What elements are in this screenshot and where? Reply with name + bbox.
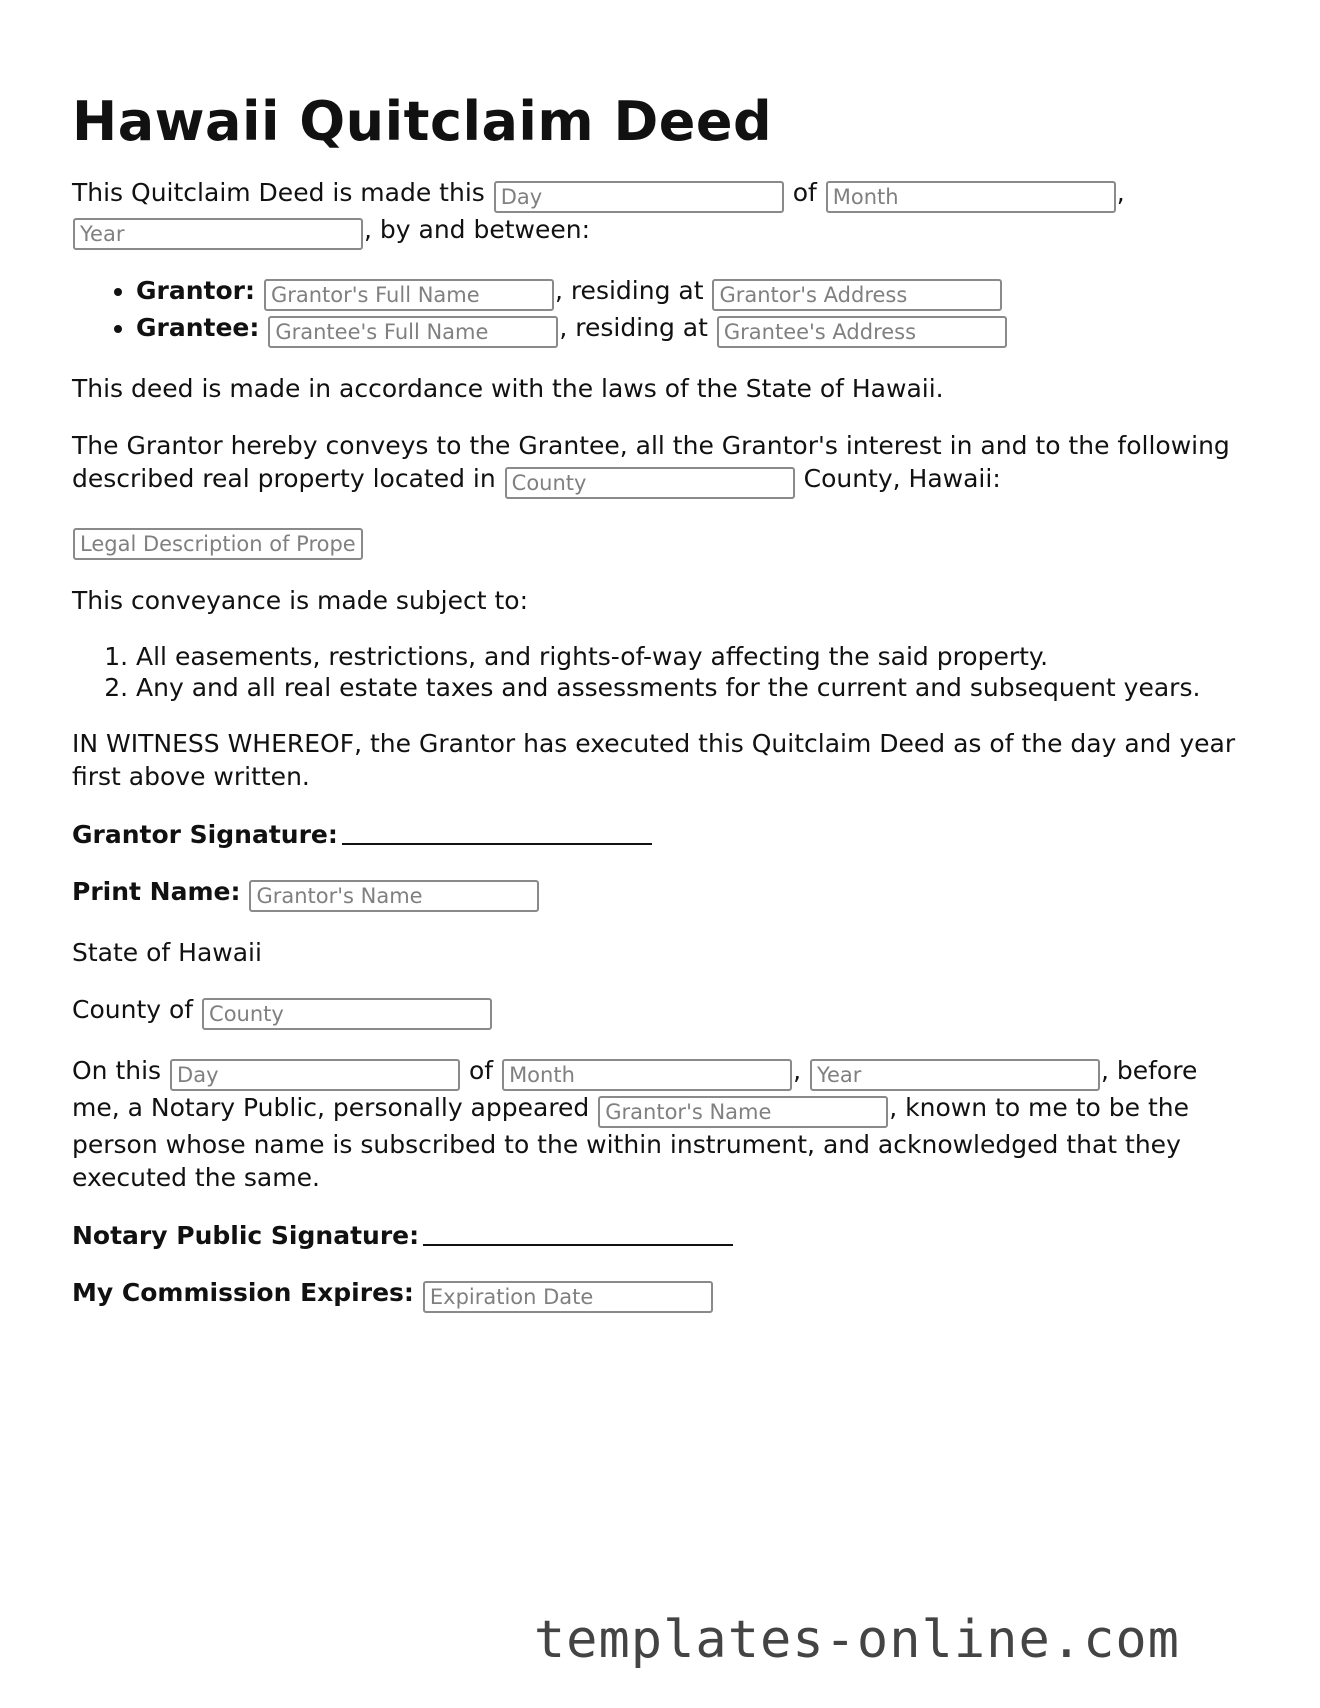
grantor-name-field[interactable]: [264, 279, 554, 311]
conveyance-county-field[interactable]: [505, 467, 795, 499]
county-of-field[interactable]: [202, 998, 492, 1030]
print-name-field[interactable]: [249, 880, 539, 912]
intro-day-field[interactable]: [494, 181, 784, 213]
notary-signature-label: Notary Public Signature:: [72, 1221, 420, 1250]
grantee-name-field[interactable]: [268, 316, 558, 348]
deed-document: [72, 90, 1252, 1337]
notary-day-field[interactable]: [170, 1059, 460, 1091]
laws-paragraph: This deed is made in accordance with the laws of the State of Hawaii.: [72, 374, 944, 403]
subject-paragraph: This conveyance is made subject to:: [72, 586, 528, 615]
notary-before-me: , before me, a Notary Public, personally appeared: [72, 1056, 1198, 1122]
print-name-label: Print Name:: [72, 877, 241, 906]
legal-description-field[interactable]: [73, 528, 363, 560]
intro-month-field[interactable]: [826, 181, 1116, 213]
grantee-item: [136, 311, 1252, 348]
intro-of: of: [792, 178, 817, 207]
grantor-signature-line[interactable]: [342, 817, 652, 845]
conveyance-paragraph: [72, 429, 1252, 499]
grantee-address-field[interactable]: [717, 316, 1007, 348]
grantor-label: Grantor:: [136, 276, 255, 305]
notary-name-field[interactable]: [598, 1096, 888, 1128]
intro-paragraph: [72, 176, 1252, 250]
conditions-list: [72, 641, 1252, 703]
grantee-residing: , residing at: [559, 313, 708, 342]
page-title: Hawaii Quitclaim Deed: [72, 90, 773, 153]
notary-on-this: On this: [72, 1056, 162, 1085]
conveyance-prefix: The Grantor hereby conveys to the Grantee, all the Grantor's interest in and to the following described real property located in: [72, 431, 1230, 493]
commission-row: [72, 1276, 1252, 1313]
print-name-row: [72, 875, 1252, 912]
notary-of: of: [469, 1056, 494, 1085]
grantor-residing: , residing at: [554, 276, 704, 305]
commission-field[interactable]: [423, 1281, 713, 1313]
intro-prefix: This Quitclaim Deed is made this: [72, 178, 485, 207]
witness-paragraph: IN WITNESS WHEREOF, the Grantor has executed this Quitclaim Deed as of the day and year first above written.: [72, 729, 1236, 791]
notary-comma: ,: [793, 1056, 802, 1085]
condition-item: 2. Any and all real estate taxes and assessments for the current and subsequent years.: [136, 672, 1252, 703]
notary-year-field[interactable]: [810, 1059, 1100, 1091]
notary-month-field[interactable]: [502, 1059, 792, 1091]
notary-paragraph: [72, 1054, 1252, 1194]
grantor-signature-label: Grantor Signature:: [72, 820, 338, 849]
condition-item: 1. All easements, restrictions, and rights-of-way affecting the said property.: [136, 641, 1252, 672]
notary-signature-row: [72, 1218, 1252, 1252]
notary-signature-line[interactable]: [423, 1218, 733, 1246]
intro-year-field[interactable]: [73, 218, 363, 250]
conveyance-suffix: County, Hawaii:: [803, 464, 1001, 493]
county-of-label: County of: [72, 995, 194, 1024]
intro-suffix: , by and between:: [364, 215, 591, 244]
state-text: State of Hawaii: [72, 938, 262, 967]
grantor-address-field[interactable]: [712, 279, 1002, 311]
parties-list: [72, 274, 1252, 348]
commission-label: My Commission Expires:: [72, 1278, 414, 1307]
county-of-row: [72, 993, 1252, 1030]
grantee-label: Grantee:: [136, 313, 260, 342]
watermark-text: templates-online.com: [533, 1610, 1180, 1670]
grantor-signature-row: [72, 817, 1252, 851]
grantor-item: [136, 274, 1252, 311]
notary-known-text: , known to me to be the person whose name is subscribed to the within instrument, and acknowledged that they executed the same.: [72, 1093, 1190, 1192]
intro-comma: ,: [1116, 178, 1125, 207]
legal-description-row: [72, 523, 1252, 560]
